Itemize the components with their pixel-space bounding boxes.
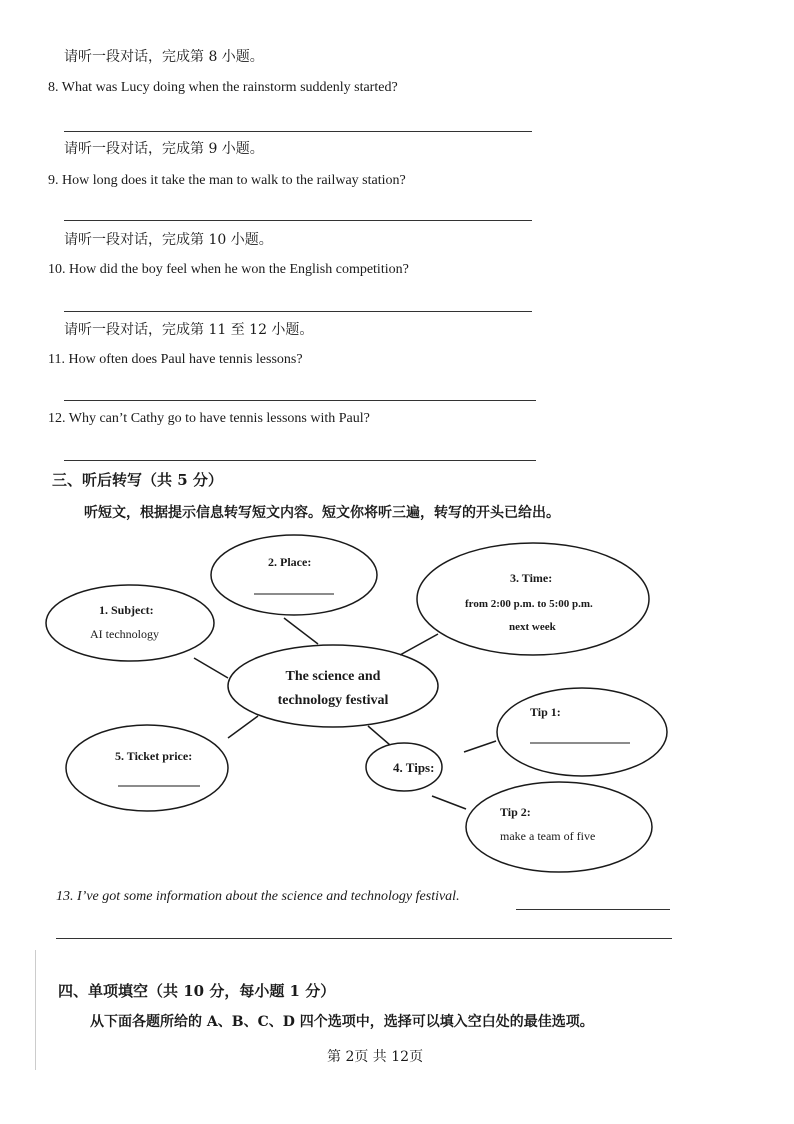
place-ellipse <box>211 535 377 615</box>
question-11: 11. How often does Paul have tennis lessons? <box>48 352 303 367</box>
connector-tip2 <box>432 796 466 809</box>
question-12: 12. Why can’t Cathy go to have tennis lessons with Paul? <box>48 411 370 426</box>
ticket-ellipse <box>66 725 228 811</box>
subject-ellipse <box>46 585 214 661</box>
time-value-week: next week <box>509 621 556 633</box>
page-number: 第 2页 共 12页 <box>327 1049 424 1065</box>
connector-subject <box>194 658 228 678</box>
connector-time <box>400 634 438 655</box>
margin-dotted-line <box>35 950 36 1070</box>
answer-line-10[interactable] <box>64 311 532 312</box>
section3-title: 三、听后转写（共 5 分） <box>52 471 223 489</box>
answer-line-13a[interactable] <box>516 909 670 910</box>
tip1-label: Tip 1: <box>530 705 561 719</box>
connector-tip1 <box>464 741 496 752</box>
center-title-line1: The science and <box>285 669 381 684</box>
answer-line-8[interactable] <box>64 131 532 132</box>
question-9: 9. How long does it take the man to walk to the railway station? <box>48 173 406 188</box>
section3-description: 听短文，根据提示信息转写短文内容。短文你将听三遍，转写的开头已给出。 <box>84 505 560 521</box>
instruction-q9: 请听一段对话，完成第 9 小题。 <box>64 141 264 157</box>
section4-description: 从下面各题所给的 A、B、C、D 四个选项中，选择可以填入空白处的最佳选项。 <box>90 1014 594 1030</box>
question-8: 8. What was Lucy doing when the rainstorm suddenly started? <box>48 80 398 95</box>
instruction-q10: 请听一段对话，完成第 10 小题。 <box>64 232 273 248</box>
answer-line-12[interactable] <box>64 460 536 461</box>
tips-label: 4. Tips: <box>393 760 435 775</box>
answer-line-13b[interactable] <box>56 938 672 939</box>
question-13: 13. I’ve got some information about the science and technology festival. <box>56 889 460 904</box>
tip2-ellipse <box>466 782 652 872</box>
ticket-label: 5. Ticket price: <box>115 749 193 763</box>
question-10: 10. How did the boy feel when he won the English competition? <box>48 262 409 277</box>
place-label: 2. Place: <box>268 555 312 569</box>
tip2-label: Tip 2: <box>500 805 531 819</box>
center-ellipse <box>228 645 438 727</box>
connector-tips <box>368 726 390 745</box>
center-title-line2: technology festival <box>277 693 389 708</box>
time-value-range: from 2:00 p.m. to 5:00 p.m. <box>465 598 593 610</box>
mindmap-diagram <box>0 520 794 890</box>
connector-place <box>284 618 318 644</box>
time-label: 3. Time: <box>510 571 553 585</box>
tip1-ellipse <box>497 688 667 776</box>
answer-line-11[interactable] <box>64 400 536 401</box>
instruction-q8: 请听一段对话，完成第 8 小题。 <box>64 49 264 65</box>
section4-title: 四、单项填空（共 10 分，每小题 1 分） <box>58 982 336 1000</box>
subject-label: 1. Subject: <box>99 603 154 617</box>
instruction-q11-12: 请听一段对话，完成第 11 至 12 小题。 <box>64 322 314 338</box>
tip2-value: make a team of five <box>500 829 596 843</box>
subject-value: AI technology <box>90 627 159 641</box>
answer-line-9[interactable] <box>64 220 532 221</box>
connector-ticket <box>228 716 258 738</box>
